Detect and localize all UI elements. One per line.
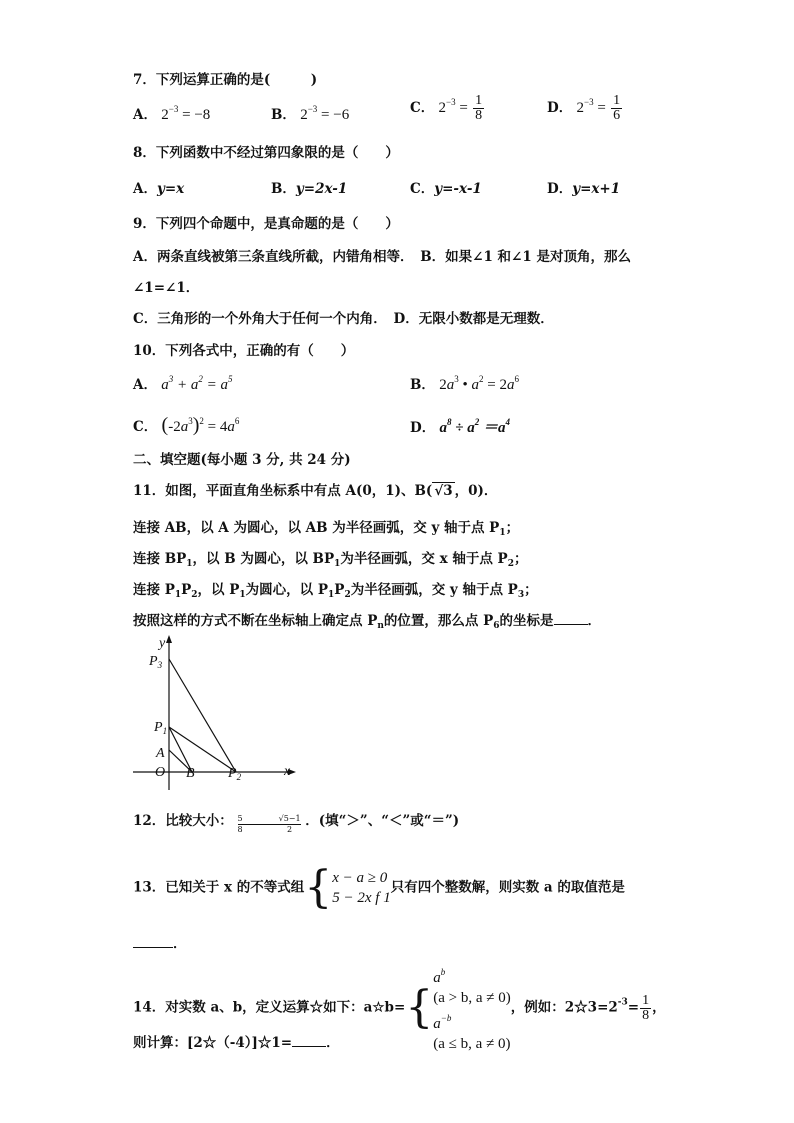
q9-options-line3: C．三角形的一个外角大于任何一个内角． D．无限小数都是无理数． <box>133 311 554 327</box>
q7-option-d[interactable]: D． $2^{-3}$ = $\frac{1}{6}$ <box>547 93 621 123</box>
q11-step1: 连接 AB，以 A 为圆心，以 AB 为半径画弧，交 y 轴于点 $P_1$； <box>133 520 520 538</box>
q9-options-line1: A．两条直线被第三条直线所截，内错角相等． B．如果∠1 和∠1 是对顶角，那么 <box>133 249 631 265</box>
q13-stem: 13．已知关于 x 的不等式组{ x − a ≥ 0 5 − 2x f 1 只有四个整数解，则实数 a 的取值范是 <box>133 862 625 913</box>
q10-option-c[interactable]: C． $(-2a^3)^2 = 4a^6$ <box>133 414 240 436</box>
y-axis-arrow <box>166 635 172 643</box>
q14-stem: 14．对实数 a、b，定义运算☆如下：a☆b={ $a^b$ (a > b, a ≠ 0) $a^{-b}$ (a ≤ b, a ≠ 0) ，例如：$2☆3=2^{-3}=$ $\frac{1}{8}$ ， <box>133 967 666 1052</box>
q8-option-d[interactable]: D．y=x+1 <box>547 181 621 197</box>
x-axis-label: x <box>284 764 291 779</box>
origin-label: O <box>155 765 166 780</box>
q11-coordinate-figure <box>133 632 298 800</box>
q10-option-a[interactable]: A． $a^3 + a^2 = a^5$ <box>133 374 233 393</box>
q14-answer-blank[interactable] <box>292 1046 326 1047</box>
point-a-label: A <box>156 746 165 761</box>
q8-option-b[interactable]: B．y=2x-1 <box>271 181 348 197</box>
q9-stem: 9．下列四个命题中，是真命题的是（ ） <box>133 216 399 232</box>
q11-answer-blank[interactable] <box>554 624 588 625</box>
point-p2-label: $P_2$ <box>228 766 242 782</box>
q7-stem: 7．下列运算正确的是( ) <box>133 72 318 88</box>
q11-step3: 连接 $P_1P_2$，以 $P_1$为圆心，以 $P_1P_2$为半径画弧，交 y 轴于点 $P_3$； <box>133 582 538 600</box>
point-p3-label: $P_3$ <box>149 654 163 670</box>
q7-option-c[interactable]: C． $2^{-3}$ = $\frac{1}{8}$ <box>410 93 483 123</box>
q8-option-c[interactable]: C．y=-x-1 <box>410 181 482 197</box>
q12-answer-blank[interactable] <box>243 824 279 825</box>
q7-option-a[interactable]: A． $2^{-3} = -8$ <box>133 104 211 123</box>
q10-option-d[interactable]: D． $a^8 \div a^2 =a^4$ <box>410 417 511 436</box>
q13-answer-blank[interactable] <box>133 947 173 948</box>
q8-stem: 8．下列函数中不经过第四象限的是（ ） <box>133 145 399 161</box>
q8-option-a[interactable]: A．y=x <box>133 181 185 197</box>
section-heading: 二、填空题(每小题 3 分, 共 24 分) <box>133 452 351 468</box>
q11-stem: 11．如图，平面直角坐标系中有点 A(0，1)、B( √3 ，0)． <box>133 483 498 499</box>
q14-calc: 则计算：[2☆（-4）]☆1= ． <box>133 1035 340 1051</box>
q10-stem: 10．下列各式中，正确的有（ ） <box>133 343 355 359</box>
y-axis-label: y <box>159 636 166 651</box>
q13-answer: ． <box>133 932 187 952</box>
point-b-label: B <box>186 766 195 781</box>
q7-option-b[interactable]: B． $2^{-3} = -6$ <box>271 104 350 123</box>
q10-option-b[interactable]: B． $2a^3$ • $a^2 = 2a^6$ <box>410 374 519 393</box>
point-p1-label: $P_1$ <box>154 720 168 736</box>
segment-p3p2 <box>169 659 236 772</box>
q9-options-line2: ∠1=∠1． <box>133 280 200 296</box>
q11-step2: 连接 $BP_1$，以 B 为圆心，以 $BP_1$为半径画弧，交 x 轴于点 $P_2$； <box>133 551 528 569</box>
q12-stem: 12．比较大小： $\frac{5}{8}$ $\frac{√5-1}{2}$ ．(填“＞”、“＜”或“＝”) <box>133 813 460 834</box>
q11-step4: 按照这样的方式不断在坐标轴上确定点 $P_n$的位置，那么点 $P_6$的坐标是 ． <box>133 613 602 631</box>
segment-p1p2 <box>169 727 236 772</box>
